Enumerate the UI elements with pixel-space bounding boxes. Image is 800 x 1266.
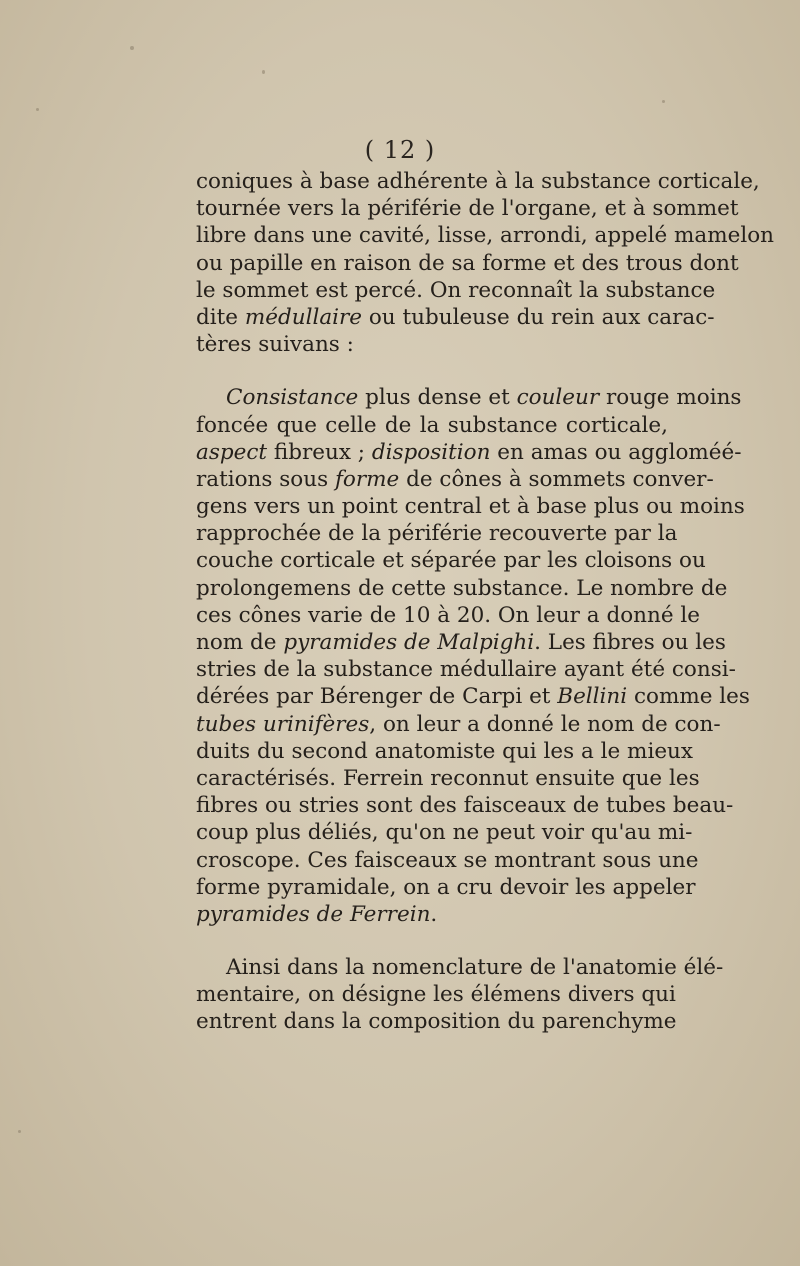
text-line	[196, 493, 745, 520]
text-line	[196, 222, 774, 249]
text-run: prolongemens de cette substance. Le nombre de	[196, 575, 728, 601]
text-line	[196, 277, 716, 304]
text-run: plus dense et	[358, 385, 517, 411]
page-number: ( 12 )	[364, 136, 436, 164]
text-line	[196, 331, 668, 358]
italic-term: couleur	[516, 385, 600, 411]
text-run: , on leur a donné le nom de con-	[369, 711, 721, 737]
text-line	[196, 304, 715, 331]
text-run: duits du second anatomiste qui les a le mieux	[196, 738, 694, 764]
text-run: Ainsi dans la nomenclature de l'anatomie élé-	[226, 955, 724, 981]
text-line	[196, 738, 694, 765]
text-run: . Les fibres ou les	[534, 630, 726, 655]
text-line	[196, 250, 739, 277]
italic-term: Bellini	[557, 684, 628, 710]
paper-spot	[18, 1130, 21, 1133]
text-run: forme pyramidale, on a cru devoir les appeler	[196, 874, 696, 900]
text-line	[196, 629, 726, 656]
text-run: nom de	[196, 630, 284, 655]
text-line	[196, 168, 760, 195]
text-line	[196, 547, 706, 574]
text-run: coniques à base adhérente à la substance corticale,	[196, 169, 760, 194]
text-run: ces cônes varie de 10 à 20. On leur a donné le	[196, 602, 701, 628]
text-line	[196, 847, 699, 874]
text-line	[196, 954, 724, 981]
body-text	[196, 168, 774, 1036]
text-run: couche corticale et séparée par les cloisons ou	[196, 548, 706, 574]
text-line	[196, 819, 693, 846]
text-line	[196, 1008, 677, 1035]
text-run: fibres ou stries sont des faisceaux de tubes beau-	[196, 793, 734, 819]
text-run: en amas ou aggloméé-	[490, 439, 742, 465]
text-run: foncée que celle de la substance corticale,	[196, 412, 668, 438]
italic-term: Consistance	[226, 385, 359, 411]
text-run: comme les	[627, 684, 750, 710]
text-run: gens vers un point central et à base plus ou moins	[196, 494, 745, 520]
italic-term: disposition	[371, 439, 491, 465]
text-run: entrent dans la composition du parenchyme	[196, 1009, 677, 1035]
text-line	[196, 656, 736, 683]
text-line	[196, 711, 721, 738]
text-line	[196, 384, 742, 411]
paper-spot	[262, 70, 265, 74]
paper-spot	[130, 46, 134, 50]
text-run: stries de la substance médullaire ayant été consi-	[196, 657, 736, 683]
text-run: de cônes à sommets conver-	[399, 466, 714, 492]
paragraph-gap	[196, 928, 668, 954]
text-run: le sommet est percé. On reconnaît la substance	[196, 277, 716, 303]
text-run: ou papille en raison de sa forme et des trous dont	[196, 250, 739, 276]
italic-term: pyramides de Malpighi	[283, 630, 535, 655]
text-run: mentaire, on désigne les élémens divers qui	[196, 982, 676, 1008]
text-line	[196, 792, 734, 819]
text-run: tournée vers la périférie de l'organe, et à sommet	[196, 196, 739, 222]
text-run: .	[430, 901, 438, 927]
text-line	[196, 981, 676, 1008]
text-line	[196, 602, 701, 629]
text-run: dite	[196, 304, 245, 330]
text-run: fibreux ;	[267, 439, 372, 465]
text-run: tères suivans :	[196, 332, 354, 358]
italic-term: forme	[334, 466, 400, 492]
text-line	[196, 520, 678, 547]
text-run: rations sous	[196, 466, 335, 492]
text-line	[196, 466, 714, 493]
italic-term: médullaire	[244, 304, 363, 330]
text-line	[196, 683, 750, 710]
text-run: rouge moins	[599, 385, 742, 411]
italic-term: tubes urinifères	[196, 711, 370, 737]
text-line	[196, 412, 668, 439]
text-run: croscope. Ces faisceaux se montrant sous une	[196, 847, 699, 873]
text-run: dérées par Bérenger de Carpi et	[196, 684, 558, 710]
text-run: ou tubuleuse du rein aux carac-	[362, 304, 715, 330]
paragraph-gap	[196, 358, 668, 384]
text-run: caractérisés. Ferrein reconnut ensuite que les	[196, 765, 700, 791]
text-line	[196, 575, 728, 602]
text-line	[196, 439, 742, 466]
text-line	[196, 195, 739, 222]
paper-spot	[36, 108, 39, 111]
paper-spot	[662, 100, 665, 103]
text-run: rapprochée de la périférie recouverte par la	[196, 521, 678, 547]
italic-term: aspect	[196, 439, 268, 465]
text-line	[196, 874, 696, 901]
text-run: libre dans une cavité, lisse, arrondi, appelé mamelon	[196, 223, 774, 249]
text-line	[196, 901, 668, 928]
text-run: coup plus déliés, qu'on ne peut voir qu'au mi-	[196, 820, 693, 846]
text-line	[196, 765, 700, 792]
italic-term: pyramides de Ferrein	[196, 901, 431, 927]
